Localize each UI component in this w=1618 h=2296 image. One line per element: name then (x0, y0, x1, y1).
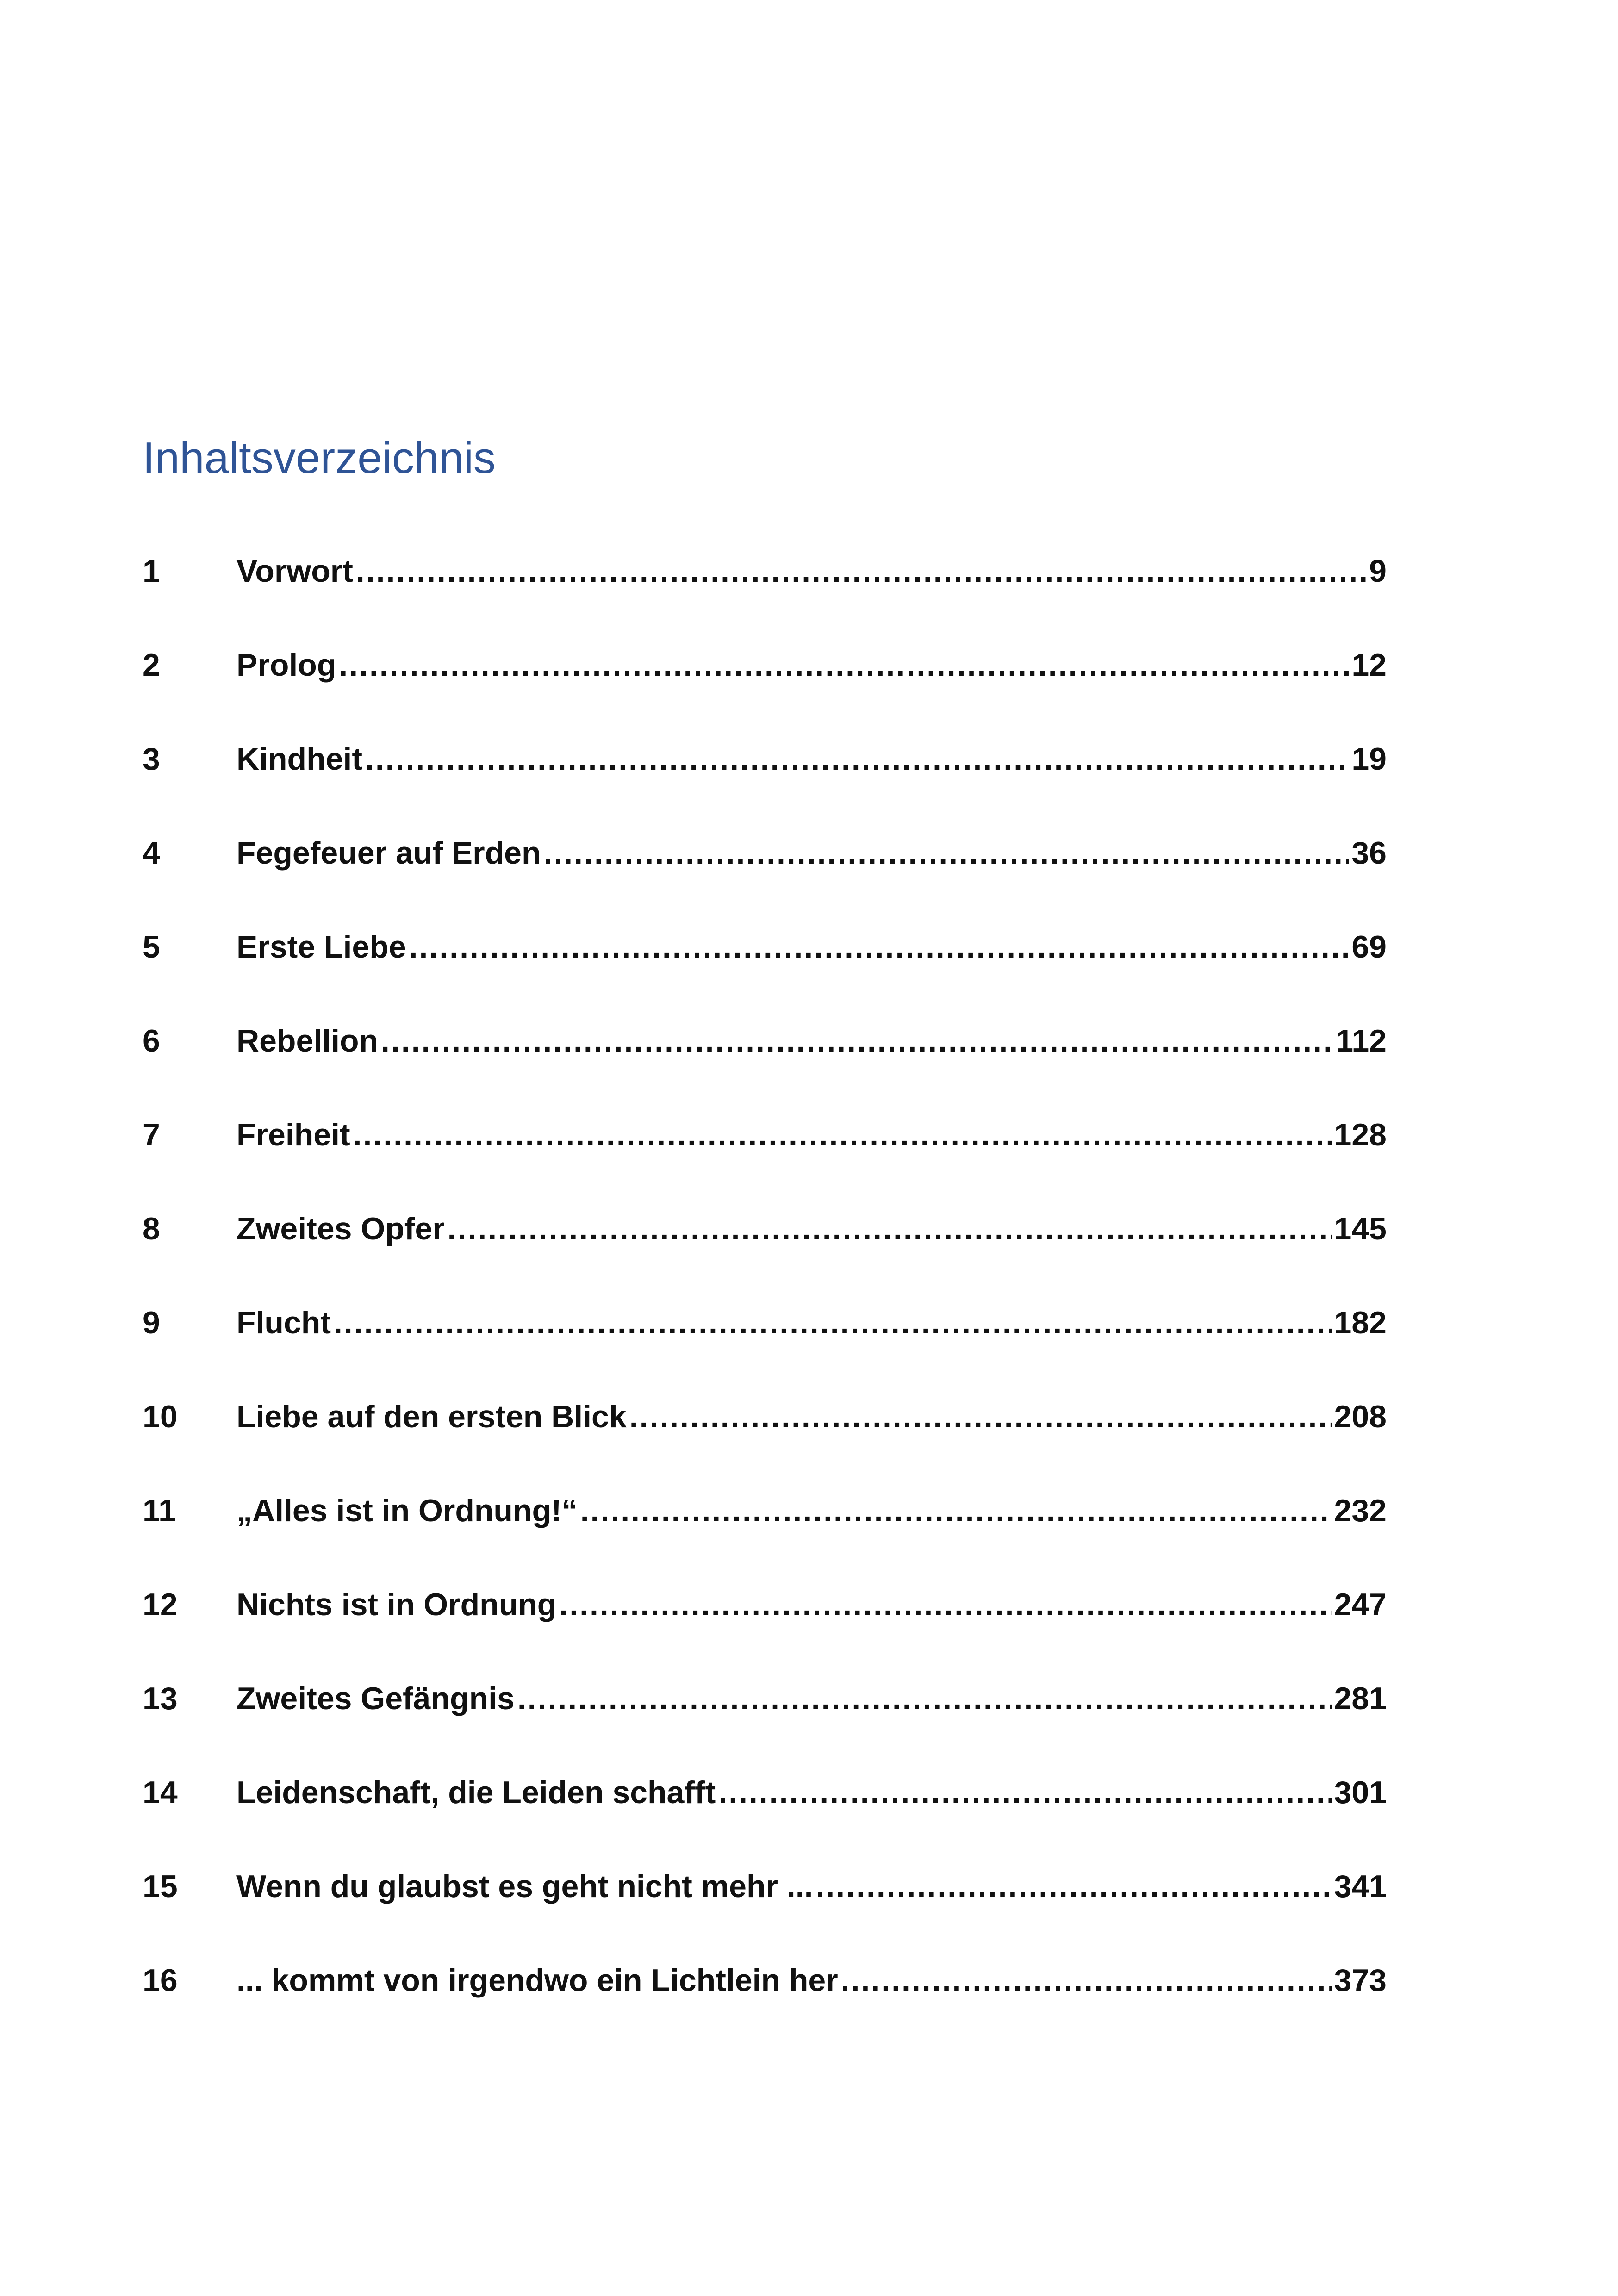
toc-dot-leader (334, 1305, 1332, 1341)
toc-dot-leader (365, 741, 1349, 777)
toc-entry-page: 19 (1351, 741, 1387, 777)
toc-entry-number: 15 (143, 1869, 178, 1904)
toc-entry-page: 301 (1334, 1775, 1387, 1810)
toc-entry-page: 208 (1334, 1399, 1387, 1434)
toc-dot-leader (718, 1774, 1331, 1811)
toc-dot-leader (448, 1211, 1332, 1247)
toc-entry-page: 247 (1334, 1587, 1387, 1622)
toc-entry-title: Flucht (236, 1305, 331, 1340)
toc-entry-page: 145 (1334, 1211, 1387, 1246)
toc-entry-number: 11 (143, 1493, 176, 1528)
toc-dot-leader (353, 1117, 1332, 1153)
toc-list (143, 553, 1387, 2056)
toc-entry[interactable] (143, 1493, 1387, 1587)
toc-dot-leader (580, 1493, 1332, 1529)
toc-entry-title: Erste Liebe (236, 929, 406, 964)
toc-dot-leader (409, 929, 1349, 965)
toc-entry[interactable] (143, 1023, 1387, 1117)
toc-entry-title: Fegefeuer auf Erden (236, 835, 541, 871)
toc-dot-leader (381, 1023, 1333, 1059)
toc-heading: Inhaltsverzeichnis (143, 433, 496, 483)
toc-dot-leader (339, 647, 1349, 683)
toc-entry-page: 128 (1334, 1117, 1387, 1152)
toc-entry-page: 281 (1334, 1681, 1387, 1716)
toc-entry-page: 12 (1351, 647, 1387, 683)
toc-entry[interactable] (143, 835, 1387, 929)
toc-entry-number: 5 (143, 929, 160, 964)
toc-entry-title: ... kommt von irgendwo ein Lichtlein her (236, 1963, 838, 1998)
toc-entry-page: 341 (1334, 1869, 1387, 1904)
toc-entry[interactable] (143, 1587, 1387, 1680)
toc-entry-page: 36 (1351, 835, 1387, 871)
toc-entry-number: 4 (143, 835, 160, 871)
toc-entry-number: 2 (143, 647, 160, 683)
toc-entry-title: „Alles ist in Ordnung!“ (236, 1493, 578, 1528)
toc-entry-title: Freiheit (236, 1117, 350, 1152)
toc-entry[interactable] (143, 929, 1387, 1023)
toc-entry-title: Zweites Gefängnis (236, 1681, 515, 1716)
toc-entry-title: Rebellion (236, 1023, 379, 1058)
toc-entry-number: 7 (143, 1117, 160, 1152)
toc-dot-leader (517, 1680, 1332, 1717)
toc-entry-number: 10 (143, 1399, 178, 1434)
toc-entry-page: 112 (1336, 1023, 1387, 1058)
toc-entry[interactable] (143, 1680, 1387, 1774)
toc-entry-page: 182 (1334, 1305, 1387, 1340)
toc-entry[interactable] (143, 647, 1387, 741)
toc-entry-page: 9 (1369, 554, 1387, 589)
toc-entry-title: Zweites Opfer (236, 1211, 445, 1246)
toc-entry[interactable] (143, 553, 1387, 647)
toc-entry-number: 1 (143, 554, 160, 589)
toc-entry[interactable] (143, 1868, 1387, 1962)
toc-entry-page: 232 (1334, 1493, 1387, 1528)
toc-entry-number: 12 (143, 1587, 178, 1622)
toc-dot-leader (559, 1587, 1331, 1623)
toc-dot-leader (356, 553, 1366, 589)
toc-entry-page: 69 (1351, 929, 1387, 964)
toc-entry-number: 16 (143, 1963, 178, 1998)
toc-dot-leader (544, 835, 1349, 871)
toc-entry-number: 8 (143, 1211, 160, 1246)
toc-entry-number: 6 (143, 1023, 160, 1058)
toc-entry[interactable] (143, 1962, 1387, 2056)
toc-entry[interactable] (143, 1774, 1387, 1868)
toc-entry-number: 3 (143, 741, 160, 777)
toc-entry-number: 13 (143, 1681, 178, 1716)
toc-entry[interactable] (143, 1399, 1387, 1493)
toc-entry-title: Prolog (236, 647, 336, 683)
toc-dot-leader (841, 1962, 1332, 1998)
toc-entry-title: Nichts ist in Ordnung (236, 1587, 557, 1622)
toc-entry[interactable] (143, 1305, 1387, 1399)
toc-entry[interactable] (143, 741, 1387, 835)
toc-entry-number: 14 (143, 1775, 178, 1810)
toc-entry-title: Vorwort (236, 554, 353, 589)
toc-entry-title: Kindheit (236, 741, 362, 777)
toc-entry[interactable] (143, 1211, 1387, 1305)
toc-entry-title: Leidenschaft, die Leiden schafft (236, 1775, 716, 1810)
toc-entry-title: Liebe auf den ersten Blick (236, 1399, 627, 1434)
toc-entry-title: Wenn du glaubst es geht nicht mehr ... (236, 1869, 813, 1904)
toc-dot-leader (629, 1399, 1332, 1435)
toc-entry[interactable] (143, 1117, 1387, 1211)
toc-entry-number: 9 (143, 1305, 160, 1340)
toc-entry-page: 373 (1334, 1963, 1387, 1998)
toc-dot-leader (816, 1868, 1332, 1904)
